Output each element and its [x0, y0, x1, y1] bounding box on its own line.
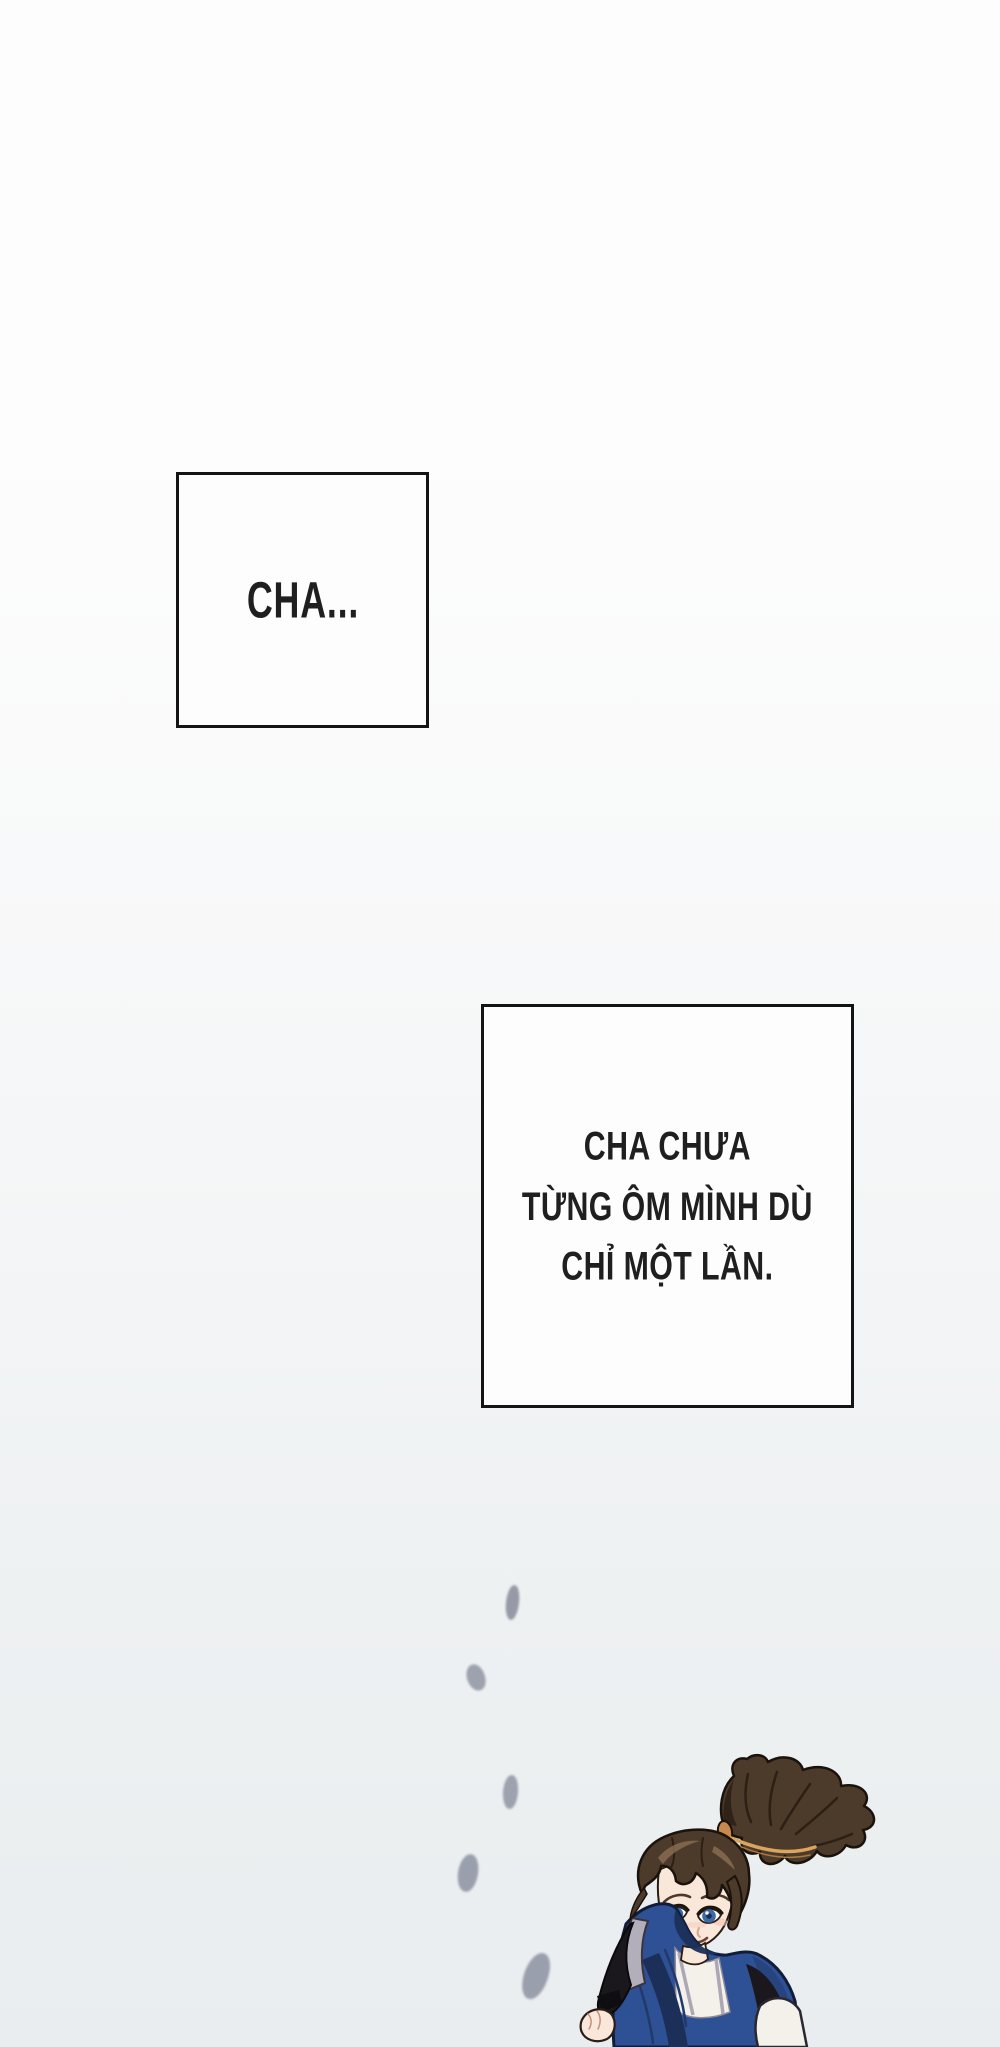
footprint [501, 1774, 519, 1809]
caption-box-small [176, 472, 429, 728]
caption-line: TỪNG ÔM MÌNH DÙ [522, 1183, 813, 1228]
footprint [517, 1949, 556, 2002]
footprint [503, 1584, 520, 1620]
fist [581, 2009, 615, 2041]
footprint [463, 1661, 488, 1692]
caption-line: CHA CHƯA [583, 1123, 752, 1168]
footprint [455, 1853, 481, 1894]
character-illustration [572, 1752, 904, 2047]
caption-text [522, 1116, 813, 1296]
caption-text: CHA... [246, 571, 359, 629]
caption-line: CHỈ MỘT LẦN. [561, 1243, 774, 1288]
caption-box-large [481, 1004, 854, 1408]
